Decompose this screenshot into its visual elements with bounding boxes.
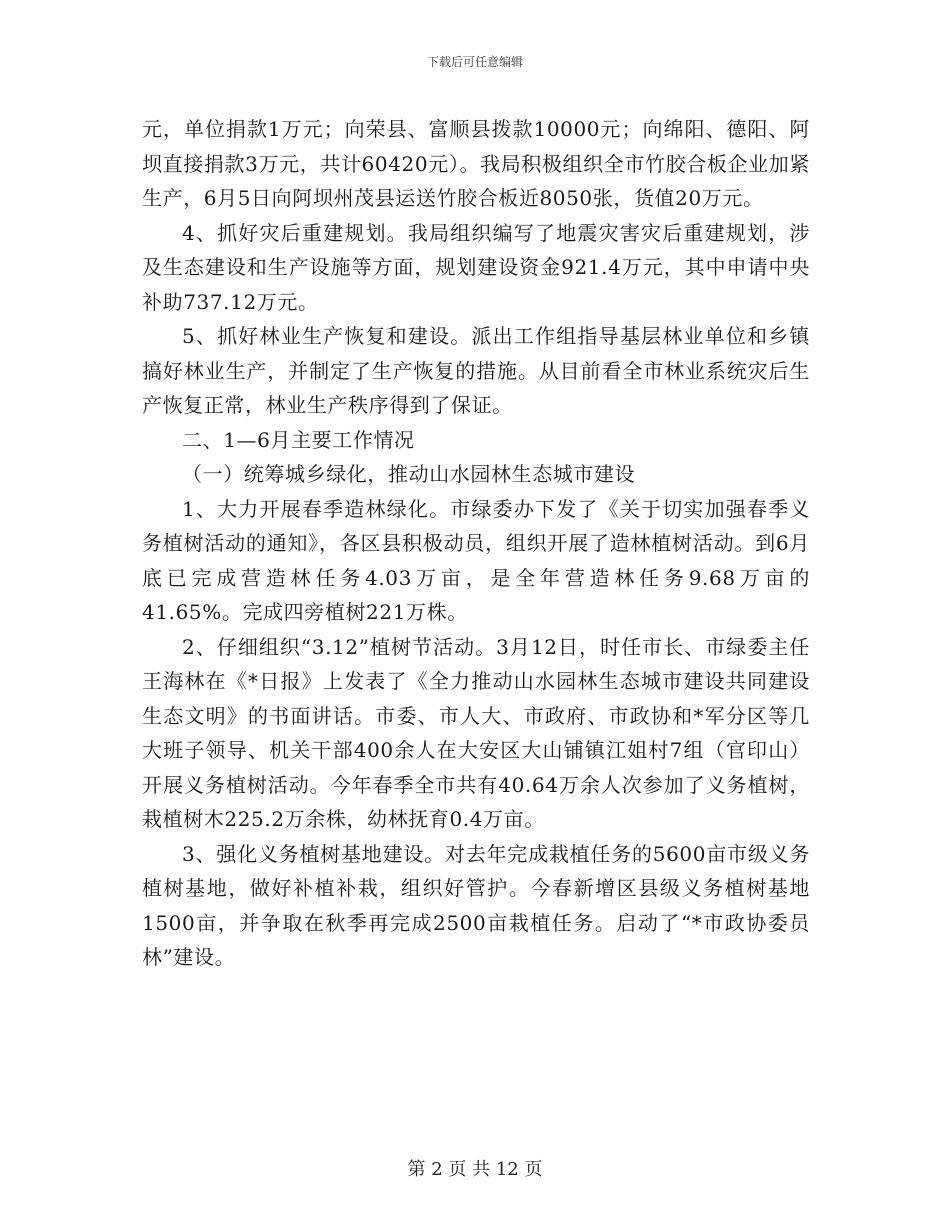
paragraph-2: 4、抓好灾后重建规划。我局组织编写了地震灾害灾后重建规划，涉及生态建设和生产设施等方面，规划建设资金921.4万元，其中申请中央补助737.12万元。: [142, 220, 810, 314]
document-body: [142, 112, 810, 975]
paragraph-5: 2、仔细组织“3.12”植树节活动。3月12日，时任市长、市绿委主任王海林在《*日报》上发表了《全力推动山水园林生态城市建设共同建设生态文明》的书面讲话。市委、市人大、市政府、市政协和*军分区等几大班子领导、机关干部400余人在大安区大山铺镇江姐村7组（官印山）开展义务植树活动。今年春季全市共有40.64万余人次参加了义务植树，栽植树木225.2万余株，幼林抚育0.4万亩。: [142, 634, 810, 831]
paragraph-1: 元，单位捐款1万元；向荣县、富顺县拨款10000元；向绵阳、德阳、阿坝直接捐款3万元，共计60420元）。我局积极组织全市竹胶合板企业加紧生产，6月5日向阿坝州茂县运送竹胶合板近8050张，货值20万元。: [142, 117, 810, 210]
section-heading: 二、1—6月主要工作情况: [182, 427, 415, 452]
page-header: 下载后可任意编辑: [426, 55, 523, 69]
paragraph-3: 5、抓好林业生产恢复和建设。派出工作组指导基层林业单位和乡镇搞好林业生产，并制定了生产恢复的措施。从目前看全市林业系统灾后生产恢复正常，林业生产秩序得到了保证。: [142, 324, 810, 417]
page-footer: 第 2 页 共 12 页: [407, 1159, 543, 1180]
paragraph-4: 1、大力开展春季造林绿化。市绿委办下发了《关于切实加强春季义务植树活动的通知》，各区县积极动员，组织开展了造林植树活动。到6月底已完成营造林任务4.03万亩，是全年营造林任务9.68万亩的41.65%。完成四旁植树221万株。: [142, 496, 810, 624]
paragraph-6: 3、强化义务植树基地建设。对去年完成栽植任务的5600亩市级义务植树基地，做好补植补栽，组织好管护。今春新增区县级义务植树基地1500亩，并争取在秋季再完成2500亩栽植任务。启动了“*市政协委员林”建设。: [142, 841, 810, 969]
subsection-heading: （一）统筹城乡绿化，推动山水园林生态城市建设: [182, 462, 636, 486]
